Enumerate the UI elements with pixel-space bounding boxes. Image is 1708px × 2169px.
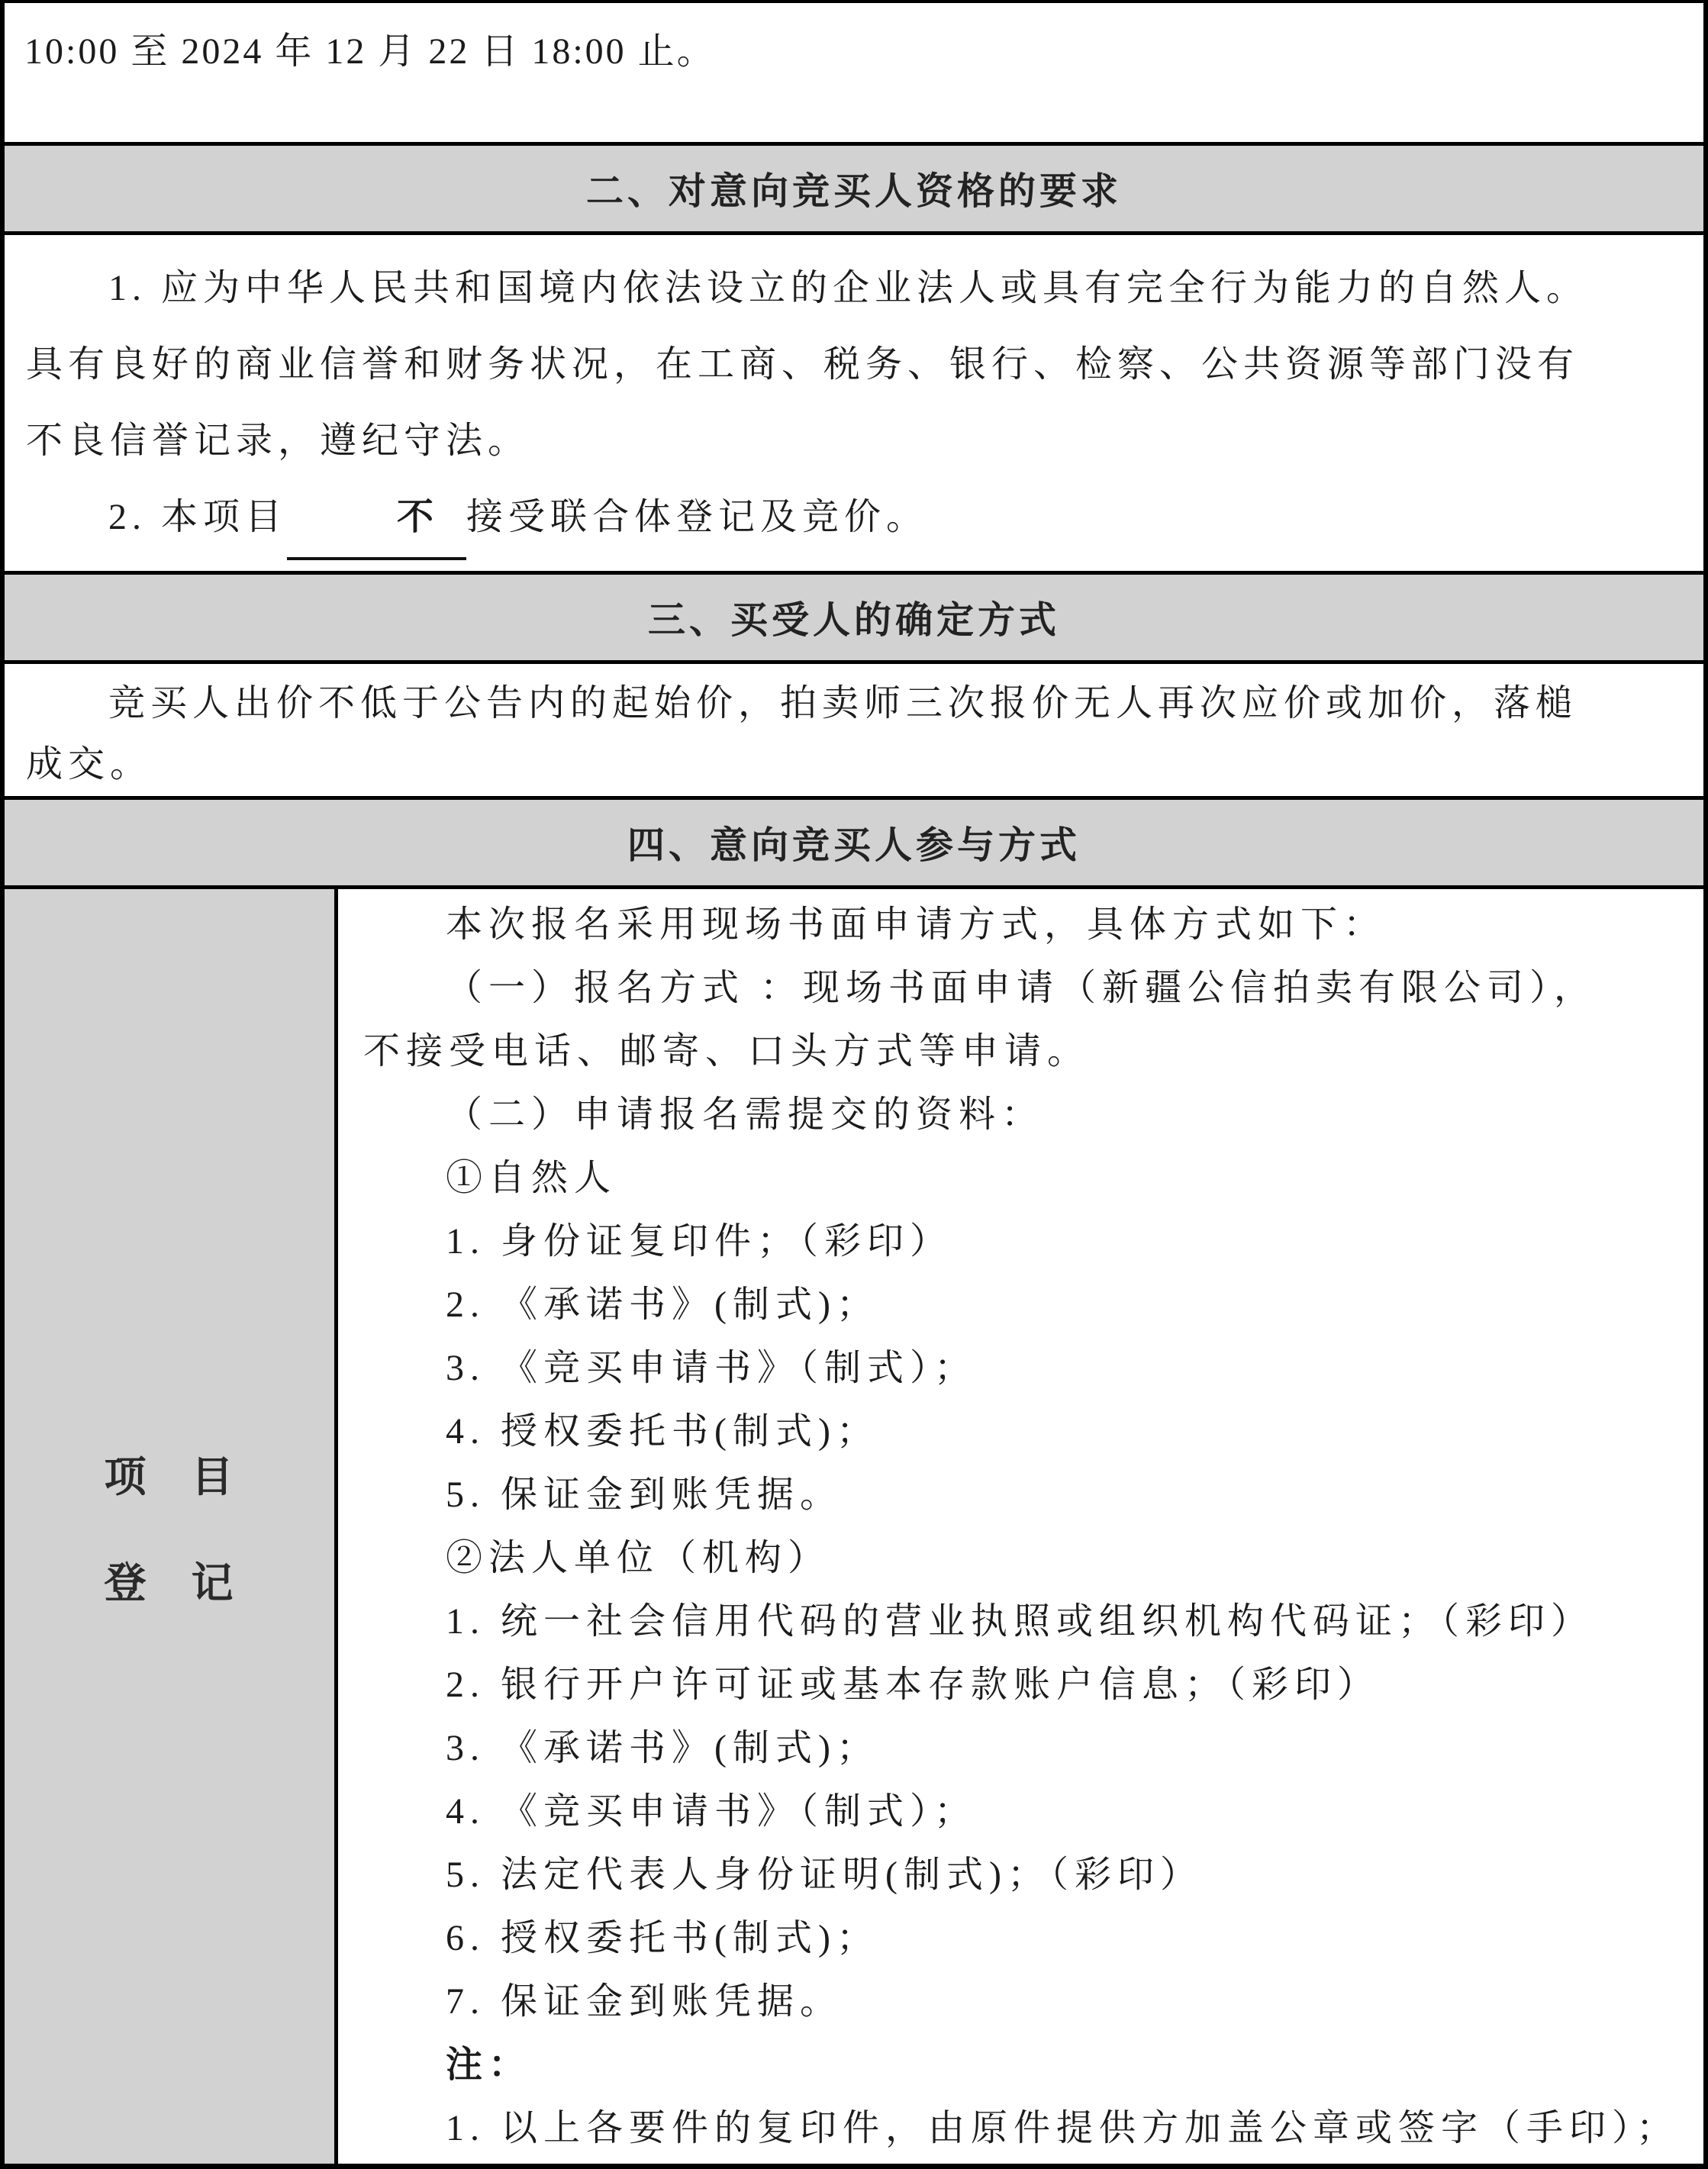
consortium-clause-prefix: 2. 本项目 — [108, 497, 288, 537]
registration-line: 1. 以上各要件的复印件，由原件提供方加盖公章或签字（手印）； — [446, 2108, 1680, 2148]
row-label-line: 登 记 — [104, 1560, 235, 1607]
registration-instructions-cell — [338, 889, 1703, 2164]
determination-line: 竞买人出价不低于公告内的起始价，拍卖师三次报价无人再次应价或加价，落槌 — [108, 683, 1578, 724]
filled-blank-underline: 不 — [287, 479, 466, 560]
qualification-line: 1. 应为中华人民共和国境内依法设立的企业法人或具有完全行为能力的自然人。 — [108, 268, 1589, 308]
row-label-line: 项 目 — [104, 1454, 235, 1500]
registration-deadline-line: 10:00 至 2024 年 12 月 22 日 18:00 止。 — [24, 31, 716, 72]
section-title: 四、意向竞买人参与方式 — [627, 825, 1081, 866]
section-header-participation-method — [5, 796, 1703, 889]
registration-line: 6. 授权委托书(制式)； — [446, 1918, 879, 1958]
registration-line: 5. 法定代表人身份证明(制式)；（彩印） — [446, 1855, 1203, 1895]
section-header-bidder-qualifications — [5, 142, 1703, 235]
note-heading-line: 注： — [446, 2045, 532, 2085]
registration-line: 3. 《承诺书》(制式)； — [446, 1728, 879, 1768]
determination-line: 成交。 — [26, 744, 153, 785]
bidder-qualifications-body — [5, 235, 1703, 571]
registration-line: 2. 银行开户许可证或基本存款账户信息；（彩印） — [446, 1665, 1381, 1705]
section-title: 三、买受人的确定方式 — [647, 600, 1060, 641]
registration-line: 本次报名采用现场书面申请方式，具体方式如下： — [446, 904, 1387, 945]
registration-line: ②法人单位（机构） — [446, 1538, 831, 1578]
qualification-line: 不良信誉记录，遵纪守法。 — [26, 421, 530, 461]
section-title: 二、对意向竞买人资格的要求 — [585, 171, 1122, 212]
consortium-clause-suffix: 接受联合体登记及竞价。 — [466, 497, 929, 537]
registration-line: 4. 《竞买申请书》（制式）； — [446, 1791, 978, 1832]
registration-line: （二）申请报名需提交的资料： — [446, 1094, 1045, 1135]
registration-line: 7. 保证金到账凭据。 — [446, 1981, 843, 2022]
registration-line: 5. 保证金到账凭据。 — [446, 1474, 843, 1515]
qualification-line: 具有良好的商业信誉和财务状况，在工商、税务、银行、检察、公共资源等部门没有 — [26, 344, 1580, 385]
registration-line: 不接受电话、邮寄、口头方式等申请。 — [363, 1031, 1091, 1072]
registration-line: 1. 身份证复印件；（彩印） — [446, 1221, 953, 1262]
registration-line: 1. 统一社会信用代码的营业执照或组织机构代码证；（彩印） — [446, 1601, 1594, 1642]
registration-line: 3. 《竞买申请书》（制式）； — [446, 1348, 978, 1388]
registration-line: 4. 授权委托书(制式)； — [446, 1411, 879, 1452]
row-label-project-registration — [5, 889, 338, 2164]
registration-line: 2. 《承诺书》(制式)； — [446, 1284, 879, 1325]
registration-line: （一）报名方式 ：现场书面申请（新疆公信拍卖有限公司）， — [446, 968, 1597, 1008]
buyer-determination-body — [5, 664, 1703, 796]
consortium-clause-line — [26, 479, 1682, 560]
registration-line: ①自然人 — [446, 1158, 617, 1198]
project-registration-table — [5, 889, 1703, 2164]
section-header-buyer-determination — [5, 571, 1703, 664]
